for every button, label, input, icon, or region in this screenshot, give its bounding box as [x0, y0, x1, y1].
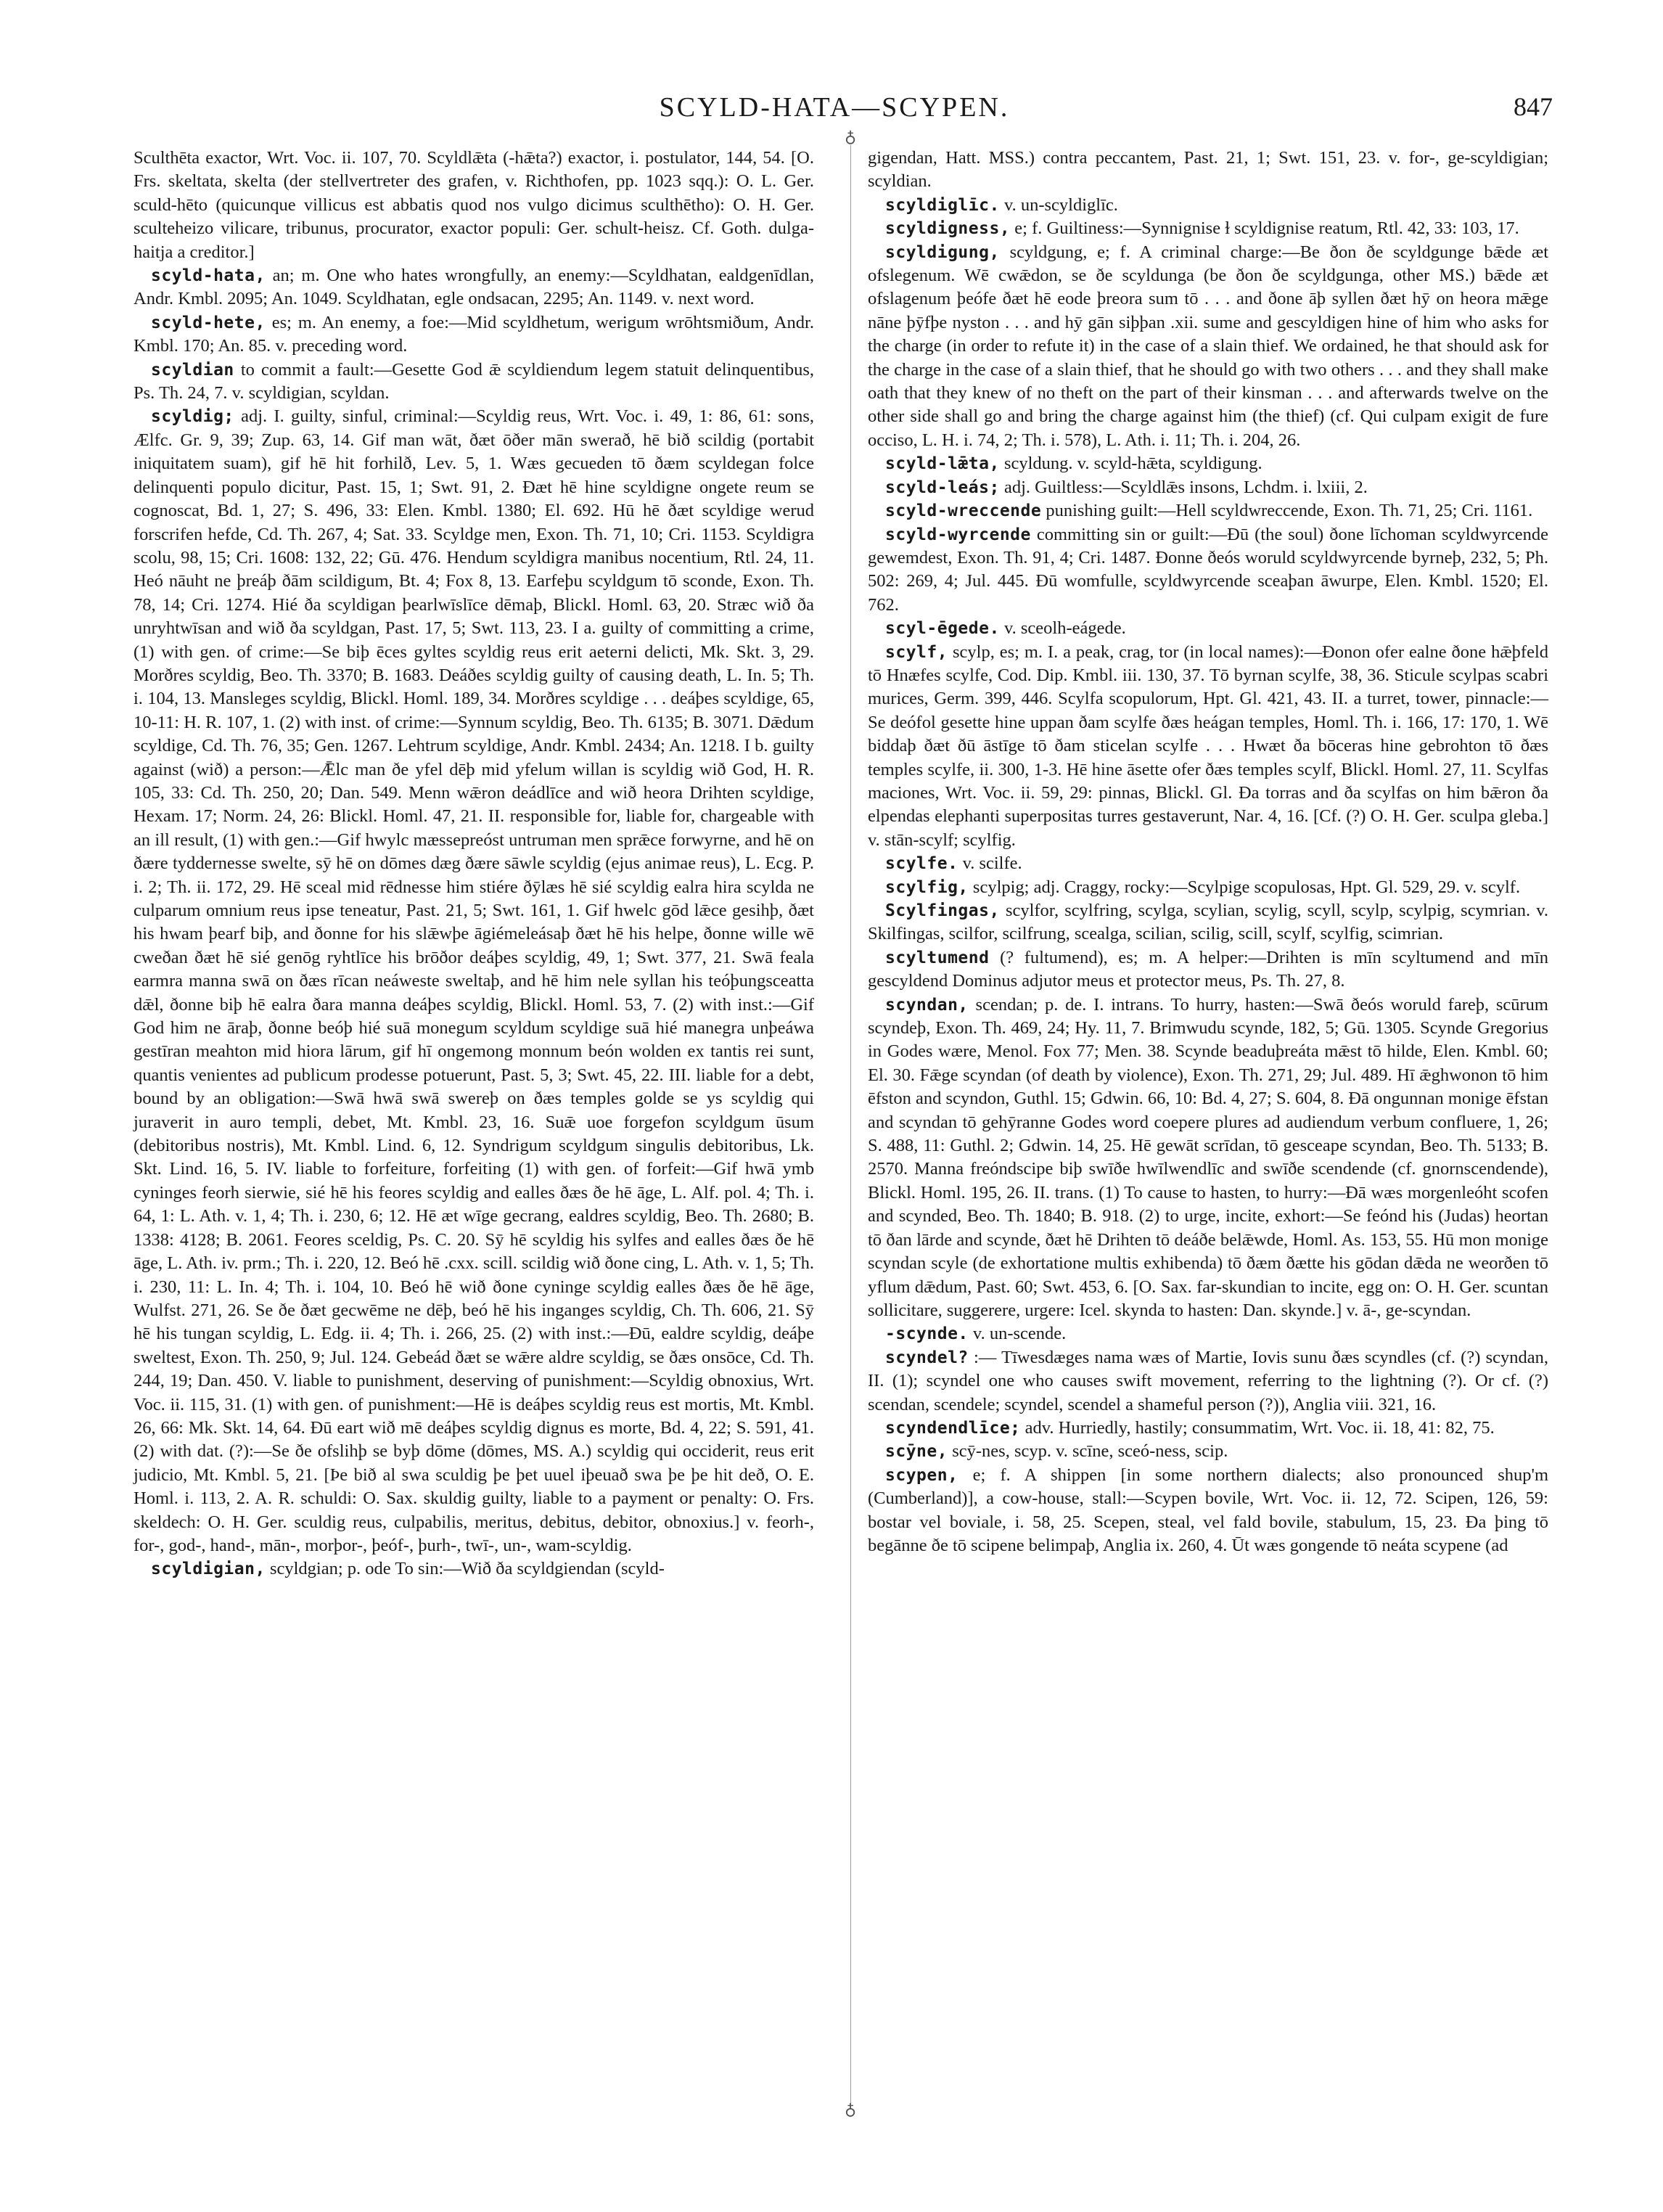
entry-definition: e; f. Guiltiness:—Synnignise ɫ scyldignise reatum, Rtl. 42, 33: 103, 17. — [1014, 218, 1519, 239]
entry-headword: scylf, — [885, 642, 948, 662]
dictionary-entry — [868, 147, 1548, 194]
dictionary-entry — [868, 499, 1548, 523]
entry-definition: scylp, es; m. I. a peak, crag, tor (in local names):—Ðonon ofer ealne ðone hǣþfeld tō Hnæfes scylfe, Cod. Dip. Kmbl. iii. 130, 37. Tō byrnan scylfe, 38, 36. Sticule scylpas scabri murices, Germ. 399, 446. Scylfa scopulorum, Hpt. Gl. 421, 43. II. a turret, tower, pinnacle:—Se deófol gesette hine uppan ðam scylfe ðæs heágan temples, Homl. Th. i. 166, 17: 170, 1. Wē biddaþ ðæt ðū āstīge tō ðam sticelan scylfe . . . Hwæt ða bōceras hine gebrohton tō ðæs temples scylfe, ii. 300, 1-3. Hē hine āsette ofer ðæs temples scylf, Blickl. Homl. 27, 11. Scylfas maciones, Wrt. Voc. ii. 59, 29: pinnas, Blickl. Gl. Ða torras and ða scylfas on him bǣron ða elpendas elephanti superpositas turres gestaverunt, Nar. 4, 16. [Cf. (?) O. H. Ger. sculpa gleba.] v. stān-scylf; scylfig. — [868, 642, 1549, 850]
entry-headword: -scynde. — [885, 1324, 969, 1344]
entry-definition: es; m. An enemy, a foe:—Mid scyldhetum, werigum wrōhtsmiðum, Andr. Kmbl. 170; An. 85. v. preceding word. — [134, 312, 814, 356]
entry-headword: scyldiglīc. — [885, 195, 1000, 215]
entry-definition: v. sceolh-eágede. — [1003, 618, 1126, 639]
right-column — [868, 147, 1548, 1557]
entry-headword: scyl-ēgede. — [885, 619, 1000, 639]
entry-definition: scylfor, scylfring, scylga, scylian, scylig, scyll, scylp, scylpig, scymrian. v. Skilfingas, scilfor, scilfrung, scealga, scilian, scilig, scill, scylf, scylfig, scimrian. — [868, 901, 1548, 944]
entry-headword: scylfig, — [885, 877, 969, 897]
entry-headword: scyld-wreccende — [885, 501, 1042, 521]
entry-definition: (? fultumend), es; m. A helper:—Drihten is mīn scyltumend and mīn gescyldend Dominus adjutor meus et protector meus, Ps. Th. 27, 8. — [868, 947, 1548, 991]
page-header — [116, 87, 1553, 128]
entry-headword: scyldigung, — [885, 242, 1000, 262]
entry-headword: scyndendlīce; — [885, 1418, 1021, 1438]
entry-definition: v. un-scende. — [972, 1324, 1067, 1344]
entry-definition: v. scilfe. — [962, 853, 1022, 874]
entry-headword: scyltumend — [885, 948, 990, 967]
entry-headword: scyldig; — [151, 407, 234, 427]
running-title: SCYLD-HATA—SCYPEN. — [659, 92, 1010, 123]
dictionary-entry — [868, 452, 1548, 475]
entry-definition: punishing guilt:—Hell scyldwreccende, Exon. Th. 71, 25; Cri. 1161. — [1046, 501, 1533, 521]
entry-definition: scyldgian; p. ode To sin:—Wið ða scyldgiendan (scyld- — [269, 1559, 665, 1579]
dictionary-entry — [868, 476, 1548, 499]
left-column — [134, 147, 814, 1581]
page-number: 847 — [1514, 92, 1553, 121]
entry-definition: scylpig; adj. Craggy, rocky:—Scylpige scopulosas, Hpt. Gl. 529, 29. v. scylf. — [972, 877, 1521, 897]
entry-definition: scyldung. v. scyld-hǣta, scyldigung. — [1003, 454, 1262, 474]
dictionary-entry — [134, 359, 814, 406]
entry-definition: committing sin or guilt:—Ðū (the soul) ðone līchoman scyldwyrcende gewemdest, Exon. Th. 91, 4; Cri. 1487. Ðonne ðeós woruld scyldwyrcende byrneþ, 232, 5; Ph. 502: 269, 4; Jul. 445. Ðū womfulle, scyldwyrcende sceaþan āwurpe, Elen. Kmbl. 1520; El. 762. — [868, 524, 1549, 615]
entry-headword: scyld-lǣta, — [885, 454, 1000, 474]
entry-definition: scendan; p. de. I. intrans. To hurry, hasten:—Swā ðeós woruld fareþ, scūrum scyndeþ, Exon. Th. 469, 24; Hy. 11, 7. Brimwudu scynde, 182, 5; Gū. 1305. Scynde Gregorius in Godes wære, Menol. Fox 77; Men. 38. Scynde beaduþreáta mǣst tō hilde, Elen. Kmbl. 60; El. 30. Fǣge scyndan (of death by violence), Exon. Th. 271, 29; Jul. 489. Hī ǣghwonon tō him ēfston and scyndon, Guthl. 15; Gdwin. 66, 10: Bd. 4, 27; S. 604, 8. Ðā ongunnan monige ēfstan and scyndan tō gehȳranne Godes word coepere plures ad audiendum verbum confluere, 1, 26; S. 488, 11: Guthl. 2; Gdwin. 14, 25. Hē gewāt scrīdan, tō gesceape scyndan, Beo. Th. 5133; B. 2570. Manna freóndscipe biþ swīðe hwīlwendlīc and swīðe scendende (cf. gnornscendende), Blickl. Homl. 195, 26. II. trans. (1) To cause to hasten, to hurry:—Ðā wæs morgenleóht scofen and scynded, Beo. Th. 1840; B. 918. (2) to urge, incite, exhort:—Se feónd his (Judas) heortan tō ðan lārde and scynde, ðæt hē Drihten tō deáðe belǣwde, Homl. As. 153, 55. Hū mon monige scyndan scyle (de exhortatione multis exhibenda) tō ðæm ðætte his gōdan dǣda ne weorðen tō yflum dǣdum, Past. 60; Swt. 453, 6. [O. Sax. far-skundian to incite, egg on: O. H. Ger. scuntan sollicitare, suggerere, urgere: Icel. skynda to hasten: Dan. skynde.] v. ā-, ge-scyndan. — [868, 994, 1548, 1320]
entry-headword: Scylfingas, — [885, 901, 1000, 920]
dictionary-entry — [134, 1557, 814, 1581]
column-divider — [850, 145, 851, 2105]
entry-headword: scyldigian, — [151, 1560, 266, 1579]
entry-definition: to commit a fault:—Gesette God ǣ scyldiendum legem statuit delinquentibus, Ps. Th. 24, 7. v. scyldigian, scyldan. — [134, 359, 814, 404]
dictionary-entry — [134, 311, 814, 359]
entry-definition: scȳ-nes, scyp. v. scīne, sceó-ness, scip. — [952, 1441, 1228, 1462]
dictionary-entry — [868, 1322, 1548, 1345]
entry-headword: scyld-hata, — [151, 266, 266, 286]
dictionary-entry — [134, 264, 814, 311]
entry-headword: scypen, — [885, 1465, 958, 1485]
dictionary-entry — [868, 1440, 1548, 1463]
entry-definition: :— Tīwesdæges nama wæs of Martie, Iovis sunu ðæs scyndles (cf. (?) scyndan, II. (1); scyndel one who causes swift movement, referring to the lightning (?). Or cf. (?) scendan, scendele; scyndel, scendel a shameful person (?)), Anglia viii. 321, 16. — [868, 1347, 1549, 1414]
entry-definition: adv. Hurriedly, hastily; consummatim, Wrt. Voc. ii. 18, 41: 82, 75. — [1025, 1417, 1495, 1438]
entry-definition: scyldgung, e; f. A criminal charge:—Be ðon ðe scyldgunge bǣde æt ofslegenum. Wē cwǣdon, se ðe scyldunga (be ðon ðe scyldgunga, other MS.) bǣde æt ofslagenum þeófe ðæt hē eode þreora sum tō . . . and ðone āþ syllen ðæt hȳ on heora mǣge nāne þȳfþe nyston . . . and hȳ gān siþþan .xii. sume and gescyldigen hine of him who asks for the charge (in order to refute it) in the case of a slain thief. We ordained, he that should ask for the charge in the case of a slain thief, that he should go with two others . . . and they shall make oath that they knew of no theft on the part of their kinsman . . . and afterwards twelve on the other side shall go and bring the charge against him (the thief) (cf. Qui culpam exigit de fure occiso, L. H. i. 74, 2; Th. i. 578), L. Ath. i. 11; Th. i. 204, 26. — [868, 242, 1548, 450]
dictionary-entry — [868, 946, 1548, 994]
entry-headword: scylfe. — [885, 854, 958, 874]
column-ornament-bottom: ♁ — [844, 2100, 857, 2118]
dictionary-entry — [868, 1417, 1548, 1440]
entry-headword: scyndan, — [885, 995, 969, 1015]
dictionary-entry — [868, 1346, 1548, 1417]
dictionary-entry — [134, 147, 814, 264]
dictionary-entry — [868, 194, 1548, 217]
entry-definition: adj. Guiltless:—Scyldlǣs insons, Lchdm. i. lxiii, 2. — [1003, 477, 1368, 497]
entry-definition: adj. I. guilty, sinful, criminal:—Scyldig reus, Wrt. Voc. i. 49, 1: 86, 61: sons, Ælfc. Gr. 9, 39; Zup. 63, 14. Gif man wāt, ðæt ōðer mān swerað, hē bið scildig (portabit iniquitatem suam), gif hē hit forhilð, Lev. 5, 1. Wæs gecueden tō ðæm scyldegan folce delinquenti populo dicitur, Past. 15, 1; Swt. 91, 2. Ðæt hē hine scyldigne ongete reum se cognoscat, Bd. 1, 27; S. 496, 33: Elen. Kmbl. 1380; El. 692. Hū hē ðæt scyldige werud forscrifen hefde, Cd. Th. 267, 4; Sat. 33. Scyldge men, Exon. Th. 71, 10; Cri. 1153. Scyldigra scolu, 98, 15; Cri. 1608: 132, 22; Gū. 476. Hendum scyldigra manibus nocentium, Rtl. 24, 11. Heó nāuht ne þreáþ ðām scildigum, Bt. 4; Fox 8, 13. Earfeþu scyldgum tō sconde, Exon. Th. 78, 14; Cri. 1274. Hié ða scyldigan þearlwīslīce dēmaþ, Blickl. Homl. 63, 20. Stræc wið ða unryhtwīsan and wið ða scyldgan, Past. 17, 5; Swt. 113, 23. I a. guilty of committing a crime, (1) with gen. of crime:—Se biþ ēces gyltes scyldig reus erit aeterni delicti, Mk. Skt. 3, 29. Morðres scyldig, Beo. Th. 3370; B. 1683. Deáðes scyldig guilty of causing death, L. In. 5; Th. i. 104, 13. Mansleges scyldig, Blickl. Homl. 189, 34. Morðres scyldige . . . deáþes scyldige, 65, 10-11: H. R. 107, 1. (2) with inst. of crime:—Synnum scyldig, Beo. Th. 6135; B. 3071. Dǣdum scyldige, Cd. Th. 76, 35; Gen. 1267. Lehtrum scyldige, Andr. Kmbl. 2434; An. 1218. I b. guilty against (wið) a person:—Ǣlc man ðe yfel dēþ mid yfelum willan is scyldig wið God, H. R. 105, 33: Cd. Th. 250, 20; Dan. 549. Menn wǣron deádlīce and wið heora Drihten scyldige, Hexam. 17; Norm. 24, 26: Blickl. Homl. 47, 21. II. responsible for, liable for, chargeable with an ill result, (1) with gen.:—Gif hwylc mæssepreóst untruman men sprǣce forwyrne, and hē on ðære tyddernesse swelte, sȳ hē on dōmes dæg ðære sāwle scyldig (ejus animae reus), L. Ecg. P. i. 2; Th. ii. 172, 29. Hē sceal mid rēdnesse him stiére ðȳlæs hē sié scyldig ealra hira scylda ne culparum omnium reus ipse teneatur, Past. 21, 5; Swt. 161, 1. Gif hwelc gōd lǣce gesihþ, ðæt his hwam þearf biþ, and ðonne for his slǣwþe āgiémeleásaþ ðæt hē his helpe, ðonne wille wē cweðan ðæt hē sié genōg ryhtlīce his brōðor deáþes scyldig, 49, 1; Swt. 377, 21. Swā feala earmra manna swā on ðæs rīcan neáweste sweltaþ, and hē him nele syllan his teóþungsceatta dǣl, ðonne biþ hē ealra ðara manna deáþes scyldig, Blickl. Homl. 53, 7. (2) with inst.:—Gif God him ne āraþ, ðonne beóþ hié suā monegum scyldum scyldige suā hié manegra unþeáwa gestīran meahton mid hiora lārum, gif hī ongemong monnum beón wolden ex tantis rei sunt, quantis venientes ad publicum prodesse potuerunt, Past. 5, 3; Swt. 45, 22. III. liable for a debt, bound by an obligation:—Swā hwā swā swereþ on ðæs temples golde se ys scyldig qui juraverit in auro templi, debet, Mt. Kmbl. 23, 16. Suǣ uoe forgefon scyldgum ūsum (debitoribus nostris), Mt. Kmbl. Lind. 6, 12. Syndrigum scyldgum singulis debitoribus, Lk. Skt. Lind. 16, 5. IV. liable to forfeiture, forfeiting (1) with gen. of forfeit:—Gif hwā ymb cyninges feorh sierwie, sié hē his feores scyldig and ealles ðæs ðe hē āge, L. Alf. pol. 4; Th. i. 64, 1: L. Ath. v. 1, 4; Th. i. 230, 6; 12. Hē æt wīge gecrang, ealdres scyldig, Beo. Th. 2680; B. 1338: 4128; B. 2061. Feores sceldig, Ps. C. 20. Sȳ hē scyldig his sylfes and ealles ðæs ðe hē āge, L. Ath. iv. prm.; Th. i. 220, 12. Beó hē .cxx. scill. scildig wið ðone cing, L. Ath. v. 1, 5; Th. i. 230, 11: L. In. 4; Th. i. 104, 10. Beó hē wið ðone cyninge scyldig ealles ðæs ðe hē āge, Wulfst. 271, 26. Se ðe ðæt gecwēme ne dēþ, beó hē his inganges scyldig, Ch. Th. 606, 21. Sȳ hē his tungan scyldig, L. Edg. ii. 4; Th. i. 266, 25. (2) with inst.:—Ðū, ealdre scyldig, deáþe sweltest, Exon. Th. 250, 9; Jul. 124. Gebeád ðæt se wǣre aldre scyldig, se ðæs onsōce, Cd. Th. 244, 19; Dan. 450. V. liable to punishment, deserving of punishment:—Scyldig obnoxius, Wrt. Voc. ii. 115, 31. (1) with gen. of punishment:—Hē is deáþes scyldig reus est mortis, Mt. Kmbl. 26, 66: Mk. Skt. 14, 64. Ðū eart wið mē deáþes scyldig dignus es morte, Bd. 4, 22; S. 591, 41. (2) with dat. (?):—Se ðe ofslihþ se byþ dōme (dōmes, MS. A.) scyldig qui occiderit, reus erit judicio, Mt. Kmbl. 5, 21. [Þe bið al swa sculdig þe þet uuel iþeuað swa þe þe hit deð, O. E. Homl. i. 113, 2. A. R. schuldi: O. Sax. skuldig guilty, liable to a payment or penalty: O. Frs. skeldech: O. H. Ger. sculdig reus, culpabilis, meritus, debitus, debitor, obnoxius.] v. feorh-, for-, god-, hand-, mān-, morþor-, þeóf-, þurh-, twī-, un-, wam-scyldig. — [134, 406, 814, 1555]
column-ornament-top: ♁ — [844, 128, 857, 146]
dictionary-entry — [868, 876, 1548, 899]
entry-definition: gigendan, Hatt. MSS.) contra peccantem, Past. 21, 1; Swt. 151, 23. v. for-, ge-scyldigian; scyldian. — [868, 148, 1548, 192]
entry-headword: scȳne, — [885, 1442, 948, 1462]
dictionary-entry — [868, 617, 1548, 640]
entry-headword: scyndel? — [885, 1348, 969, 1367]
dictionary-entry — [868, 994, 1548, 1323]
entry-definition: Sculthēta exactor, Wrt. Voc. ii. 107, 70. Scyldlǣta (-hǣta?) exactor, i. postulator, 144, 54. [O. Frs. skeltata, skelta (der stellvertreter des grafen, v. Richthofen, pp. 1023 sqq.): O. L. Ger. sculd-hēto (quicunque villicus est abbatis quod nos vulgo dicimus sculthētho): O. H. Ger. sculteheizo vilicare, tribunus, procurator, exactor populi: Ger. schult-heisz. Cf. Goth. dulga-haitja a creditor.] — [134, 148, 814, 262]
entry-headword: scyld-hete, — [151, 313, 266, 332]
dictionary-entry — [868, 523, 1548, 618]
dictionary-entry — [868, 852, 1548, 875]
entry-headword: scyldigness, — [885, 219, 1011, 239]
dictionary-entry — [134, 405, 814, 1557]
entry-definition: v. un-scyldiglīc. — [1003, 194, 1118, 215]
entry-headword: scyldian — [151, 360, 234, 380]
dictionary-entry — [868, 641, 1548, 853]
entry-headword: scyld-wyrcende — [885, 525, 1031, 544]
dictionary-entry — [868, 1464, 1548, 1558]
entry-definition: e; f. A shippen [in some northern dialects; also pronounced shup'm (Cumberland)], a cow-house, stall:—Scypen bovile, Wrt. Voc. ii. 12, 72. Scipen, 126, 59: bostar vel boviale, i. 58, 25. Scepen, steal, vel fald bovile, stabulum, 15, 23. Ða þing tō begānne ðe tō scipene belimpaþ, Anglia ix. 260, 4. Ūt wæs gongende tō neáta scypene (ad — [868, 1465, 1548, 1555]
dictionary-entry — [868, 217, 1548, 240]
dictionary-entry — [868, 899, 1548, 946]
entry-definition: an; m. One who hates wrongfully, an enemy:—Scyldhatan, ealdgenīdlan, Andr. Kmbl. 2095; An. 1049. Scyldhatan, egle ondsacan, 2295; An. 1149. v. next word. — [134, 266, 815, 309]
entry-headword: scyld-leás; — [885, 478, 1000, 497]
dictionary-entry — [868, 241, 1548, 453]
